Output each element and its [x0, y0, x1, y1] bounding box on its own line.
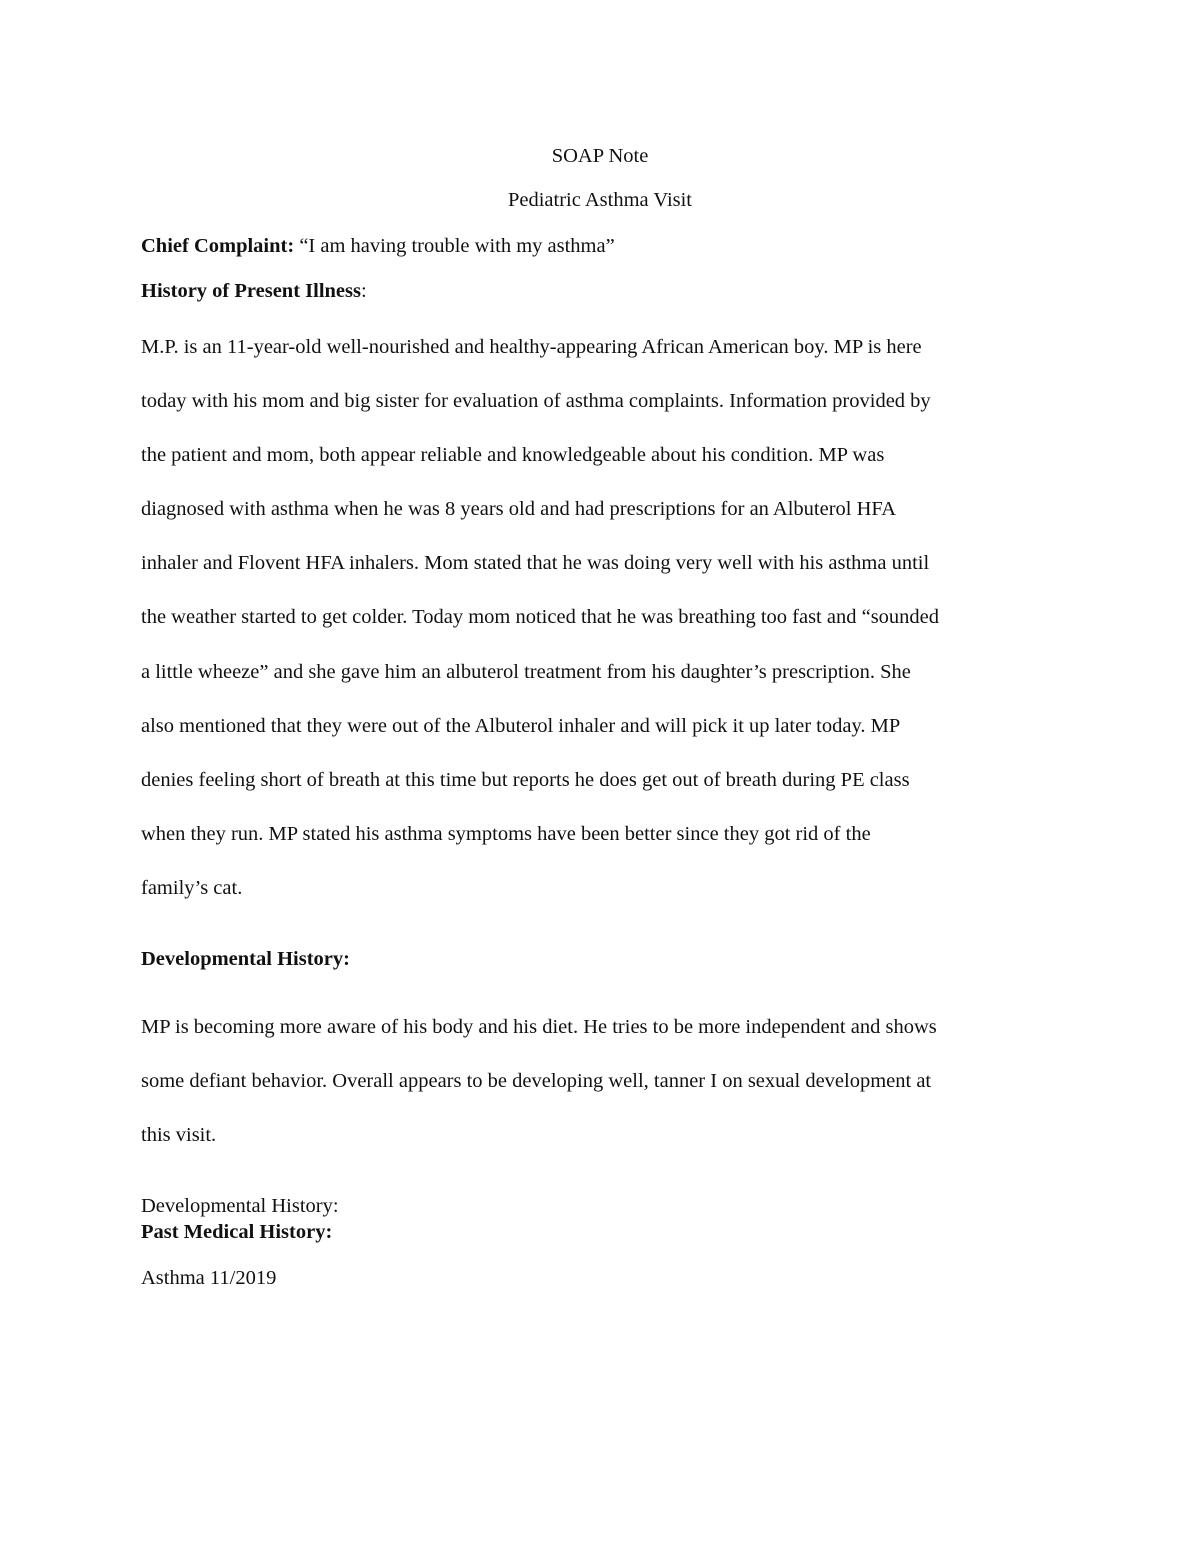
hpi-line: when they run. MP stated his asthma symptoms have been better since they got rid of the: [141, 822, 871, 845]
developmental-line: MP is becoming more aware of his body and his diet. He tries to be more independent and shows: [141, 1016, 937, 1038]
hpi-label: History of Present Illness: [141, 280, 361, 302]
pmh-heading: [141, 1218, 332, 1246]
chief-complaint-value: “I am having trouble with my asthma”: [294, 235, 615, 257]
hpi-line: the patient and mom, both appear reliable and knowledgeable about his condition. MP was: [141, 444, 885, 467]
pmh-value: Asthma 11/2019: [141, 1267, 277, 1289]
developmental-paragraph: [141, 1013, 1066, 1175]
developmental-line: this visit.: [141, 1124, 217, 1147]
hpi-heading: [141, 277, 367, 305]
hpi-line: denies feeling short of breath at this time but reports he does get out of breath during PE class: [141, 768, 910, 791]
hpi-label-suffix: :: [360, 280, 367, 302]
developmental-label: Developmental History:: [141, 948, 350, 970]
hpi-line: the weather started to get colder. Today mom noticed that he was breathing too fast and “sounded: [141, 606, 940, 629]
hpi-line: today with his mom and big sister for evaluation of asthma complaints. Information provided by: [141, 390, 931, 413]
hpi-line: a little wheeze” and she gave him an albuterol treatment from his daughter’s prescription. She: [141, 660, 911, 683]
chief-complaint: [141, 232, 615, 260]
hpi-line: diagnosed with asthma when he was 8 years old and had prescriptions for an Albuterol HFA: [141, 498, 897, 521]
hpi-line: family’s cat.: [141, 876, 243, 899]
document-subtitle: Pediatric Asthma Visit: [507, 189, 693, 211]
pmh-label: Past Medical History:: [141, 1221, 333, 1243]
hpi-line: M.P. is an 11-year-old well-nourished and healthy-appearing African American boy. MP is here: [141, 336, 922, 358]
developmental-line: some defiant behavior. Overall appears to be developing well, tanner I on sexual development at: [141, 1070, 932, 1093]
chief-complaint-label: Chief Complaint:: [141, 235, 295, 257]
document-title: SOAP Note: [551, 145, 649, 167]
developmental-repeat-label: Developmental History:: [141, 1195, 339, 1217]
hpi-line: inhaler and Flovent HFA inhalers. Mom stated that he was doing very well with his asthma until: [141, 552, 930, 575]
developmental-heading: [141, 945, 350, 973]
hpi-line: also mentioned that they were out of the Albuterol inhaler and will pick it up later today. MP: [141, 714, 901, 737]
hpi-paragraph: [141, 333, 1066, 928]
